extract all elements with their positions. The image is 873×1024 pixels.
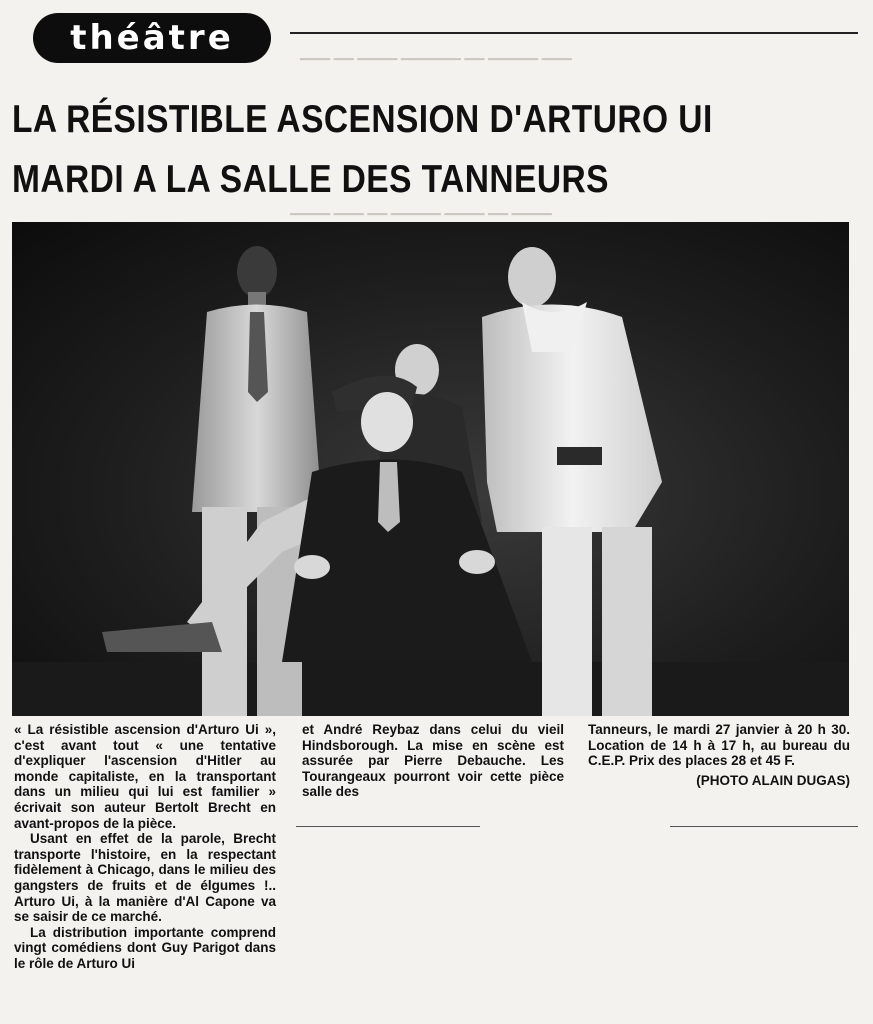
section-label: théâtre xyxy=(70,18,234,58)
column-2-end-rule xyxy=(296,826,480,827)
headline-line-1: LA RÉSISTIBLE ASCENSION D'ARTURO UI xyxy=(12,98,713,141)
column-3-end-rule xyxy=(670,826,858,827)
paragraph-2: Usant en effet de la parole, Brecht transporte l'histoire, en la respectant fidèlement à Chicago, dans le milieu des gangsters de fruits et de élgumes !.. Arturo Ui, à la manière d'Al Capone va se saisir de ce marché. xyxy=(14,831,276,925)
article-column-2 xyxy=(302,722,564,800)
bleed-through-texture: ▁▁▁▁ ▁▁▁ ▁▁ ▁▁▁▁▁ ▁▁▁▁ ▁▁ ▁▁▁▁ xyxy=(290,200,552,215)
stage-photo xyxy=(12,222,849,716)
stage-photo-illustration xyxy=(12,222,849,716)
paragraph-3: La distribution importante comprend vingt comédiens dont Guy Parigot dans le rôle de Arturo Ui xyxy=(14,924,276,971)
figure-seated-man xyxy=(102,376,532,662)
header-rule xyxy=(290,32,858,34)
article-column-1 xyxy=(14,722,276,972)
paragraph-4: et André Reybaz dans celui du vieil Hindsborough. La mise en scène est assurée par Pierre Debauche. Les Tourangeaux pourront voir cette pièce salle des xyxy=(302,722,564,800)
bleed-through-texture: ▁▁▁ ▁▁ ▁▁▁▁ ▁▁▁▁▁▁ ▁▁ ▁▁▁▁▁ ▁▁▁ xyxy=(300,45,572,60)
photo-credit: (PHOTO ALAIN DUGAS) xyxy=(696,772,850,788)
article-column-3 xyxy=(588,722,850,788)
headline xyxy=(12,90,713,210)
section-badge xyxy=(33,13,271,63)
headline-line-2: MARDI A LA SALLE DES TANNEURS xyxy=(12,158,609,201)
paragraph-1: « La résistible ascension d'Arturo Ui », c'est avant tout « une tentative d'expliquer l'ascension d'Hitler au monde capitaliste, en la transportant dans un milieu qui lui est familier » écrivait son auteur Bertolt Brecht en avant-propos de la pièce. xyxy=(14,722,276,831)
paragraph-5: Tanneurs, le mardi 27 janvier à 20 h 30. Location de 14 h à 17 h, au bureau du C.E.P. Prix des places 28 et 45 F. xyxy=(588,722,850,769)
